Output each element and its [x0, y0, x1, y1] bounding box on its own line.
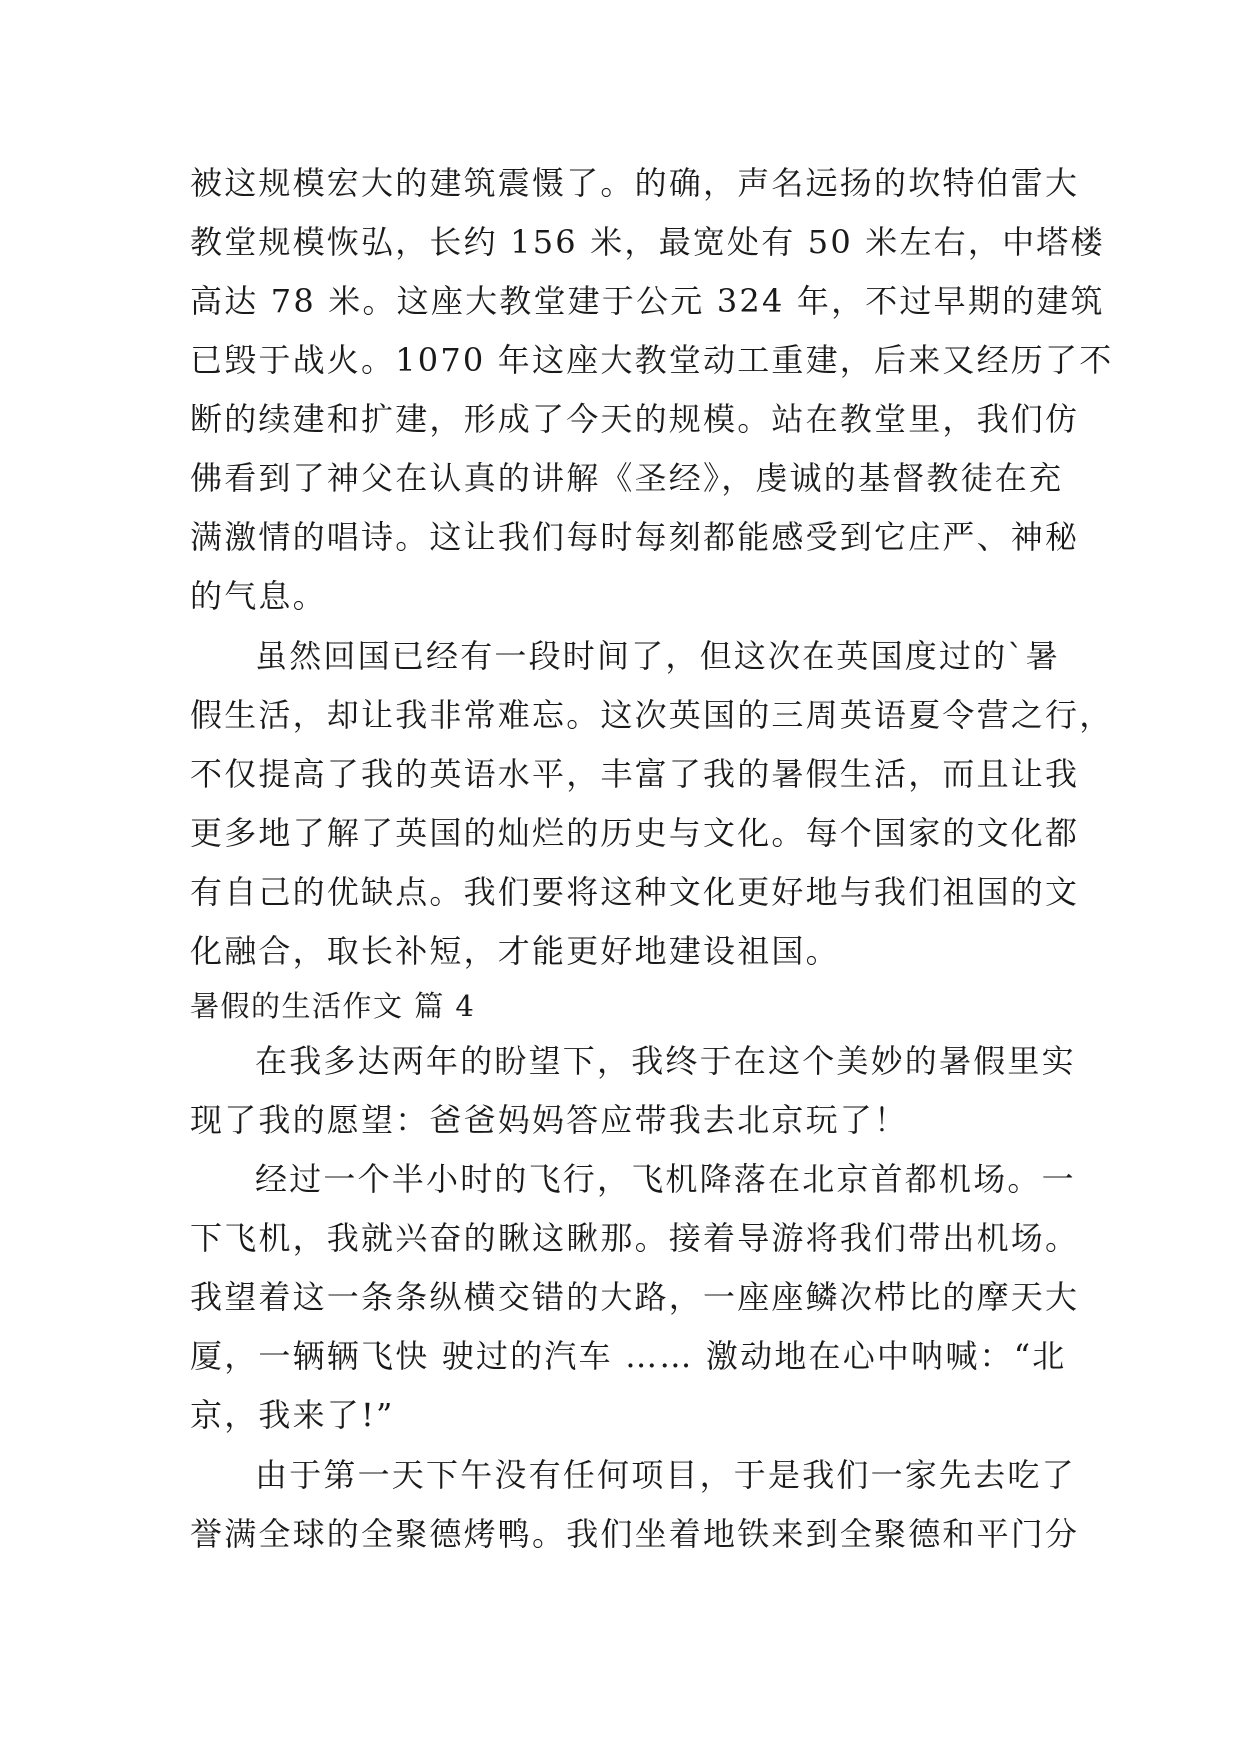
text-line: 下飞机，我就兴奋的瞅这瞅那。接着导游将我们带出机场。 [190, 1219, 1080, 1257]
text-line: 的气息。 [190, 577, 327, 615]
text-line: 京，我来了!” [190, 1396, 395, 1434]
text-line: 誉满全球的全聚德烤鸭。我们坐着地铁来到全聚德和平门分 [190, 1515, 1080, 1553]
text-line: 被这规模宏大的建筑震慑了。的确，声名远扬的坎特伯雷大 [190, 164, 1080, 202]
paragraph-first-line: 在我多达两年的盼望下，我终于在这个美妙的暑假里实 [255, 1042, 1076, 1080]
section-heading: 暑假的生活作文 篇 4 [190, 989, 476, 1023]
text-line: 有自己的优缺点。我们要将这种文化更好地与我们祖国的文 [190, 873, 1080, 911]
text-line: 假生活，却让我非常难忘。这次英国的三周英语夏令营之行， [190, 696, 1114, 734]
text-line: 教堂规模恢弘，长约 156 米，最宽处有 50 米左右，中塔楼 [190, 223, 1105, 261]
text-line: 断的续建和扩建，形成了今天的规模。站在教堂里，我们仿 [190, 400, 1080, 438]
text-line: 我望着这一条条纵横交错的大路，一座座鳞次栉比的摩天大 [190, 1278, 1080, 1316]
text-line: 化融合，取长补短，才能更好地建设祖国。 [190, 932, 840, 970]
paragraph-first-line: 经过一个半小时的飞行，飞机降落在北京首都机场。一 [255, 1160, 1076, 1198]
text-line: 现了我的愿望：爸爸妈妈答应带我去北京玩了！ [190, 1101, 909, 1139]
text-line: 厦，一辆辆飞快 驶过的汽车 …… 激动地在心中呐喊：“北 [190, 1337, 1067, 1375]
text-line: 满激情的唱诗。这让我们每时每刻都能感受到它庄严、神秘 [190, 518, 1080, 556]
text-line: 高达 78 米。这座大教堂建于公元 324 年，不过早期的建筑 [190, 282, 1105, 320]
text-line: 已毁于战火。1070 年这座大教堂动工重建，后来又经历了不 [190, 341, 1114, 379]
text-line: 更多地了解了英国的灿烂的历史与文化。每个国家的文化都 [190, 814, 1080, 852]
text-line: 佛看到了神父在认真的讲解《圣经》，虔诚的基督教徒在充 [190, 459, 1064, 497]
text-line: 不仅提高了我的英语水平，丰富了我的暑假生活，而且让我 [190, 755, 1080, 793]
paragraph-first-line: 由于第一天下午没有任何项目，于是我们一家先去吃了 [255, 1456, 1076, 1494]
paragraph-first-line: 虽然回国已经有一段时间了，但这次在英国度过的`暑 [255, 637, 1060, 675]
